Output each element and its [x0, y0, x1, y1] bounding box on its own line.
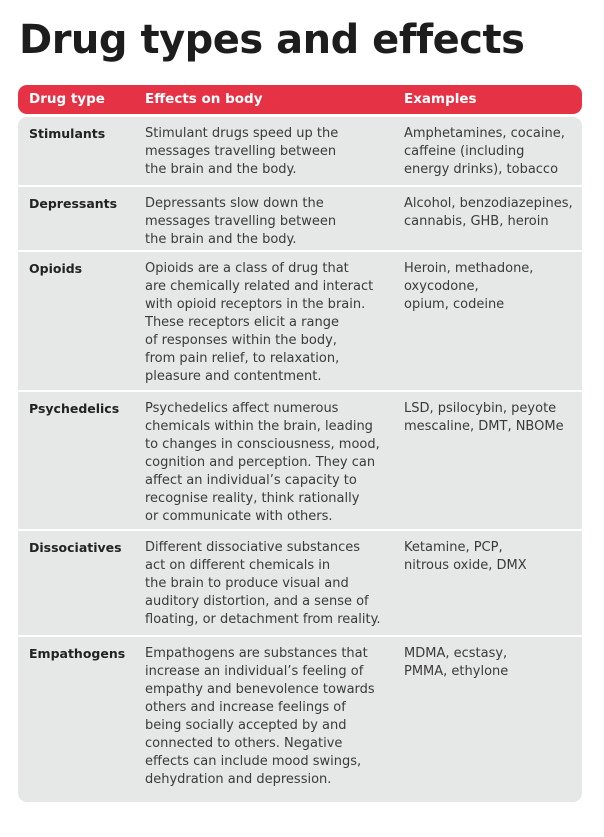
- effects-cell: Depressants slow down the messages travelling between the brain and the body.: [145, 196, 337, 247]
- effects-cell: Psychedelics affect numerous chemicals within the brain, leading to changes in consciousness, mood, cognition and perception. They can affect an individual’s capacity to recognise reality, think rationally or communicate with others.: [145, 401, 380, 524]
- header-drug-type: Drug type: [29, 91, 105, 107]
- table-row-opioids: [18, 252, 582, 390]
- effects-cell: Different dissociative substances act on different chemicals in the brain to produce visual and auditory distortion, and a sense of floating, or detachment from reality.: [145, 540, 381, 627]
- examples-cell: LSD, psilocybin, peyote mescaline, DMT, NBOMe: [404, 401, 564, 434]
- page-title: Drug types and effects: [19, 17, 525, 63]
- drug-type-cell: Stimulants: [29, 126, 106, 141]
- drug-type-cell: Opioids: [29, 261, 83, 276]
- drug-type-cell: Depressants: [29, 196, 118, 211]
- table-header: [18, 85, 582, 114]
- table-row-dissociatives: [18, 531, 582, 635]
- table-row-psychedelics: [18, 392, 582, 529]
- examples-cell: Amphetamines, cocaine, caffeine (including energy drinks), tobacco: [404, 126, 565, 177]
- drug-type-cell: Empathogens: [29, 646, 126, 661]
- effects-cell: Opioids are a class of drug that are chemically related and interact with opioid receptors in the brain. These receptors elicit a range of responses within the body, from pain relief, to relaxation, pleasure and contentment.: [145, 261, 374, 384]
- table-body: [18, 117, 582, 802]
- examples-cell: MDMA, ecstasy, PMMA, ethylone: [404, 646, 509, 679]
- drug-type-cell: Psychedelics: [29, 401, 120, 416]
- examples-cell: Heroin, methadone, oxycodone, opium, codeine: [404, 261, 534, 312]
- drug-type-cell: Dissociatives: [29, 540, 122, 555]
- header-effects-on-body: Effects on body: [145, 91, 263, 107]
- header-examples: Examples: [404, 91, 477, 107]
- table-row-depressants: [18, 187, 582, 250]
- examples-cell: Ketamine, PCP, nitrous oxide, DMX: [404, 540, 527, 573]
- effects-cell: Stimulant drugs speed up the messages travelling between the brain and the body.: [145, 126, 339, 177]
- table-row-empathogens: [18, 637, 582, 802]
- drug-types-table: [18, 85, 582, 802]
- effects-cell: Empathogens are substances that increase an individual’s feeling of empathy and benevolence towards others and increase feelings of being socially accepted by and connected to others. Negative effects can include mood swings, dehydration and depression.: [145, 646, 375, 787]
- examples-cell: Alcohol, benzodiazepines, cannabis, GHB, heroin: [404, 196, 573, 229]
- table-row-stimulants: [18, 117, 582, 185]
